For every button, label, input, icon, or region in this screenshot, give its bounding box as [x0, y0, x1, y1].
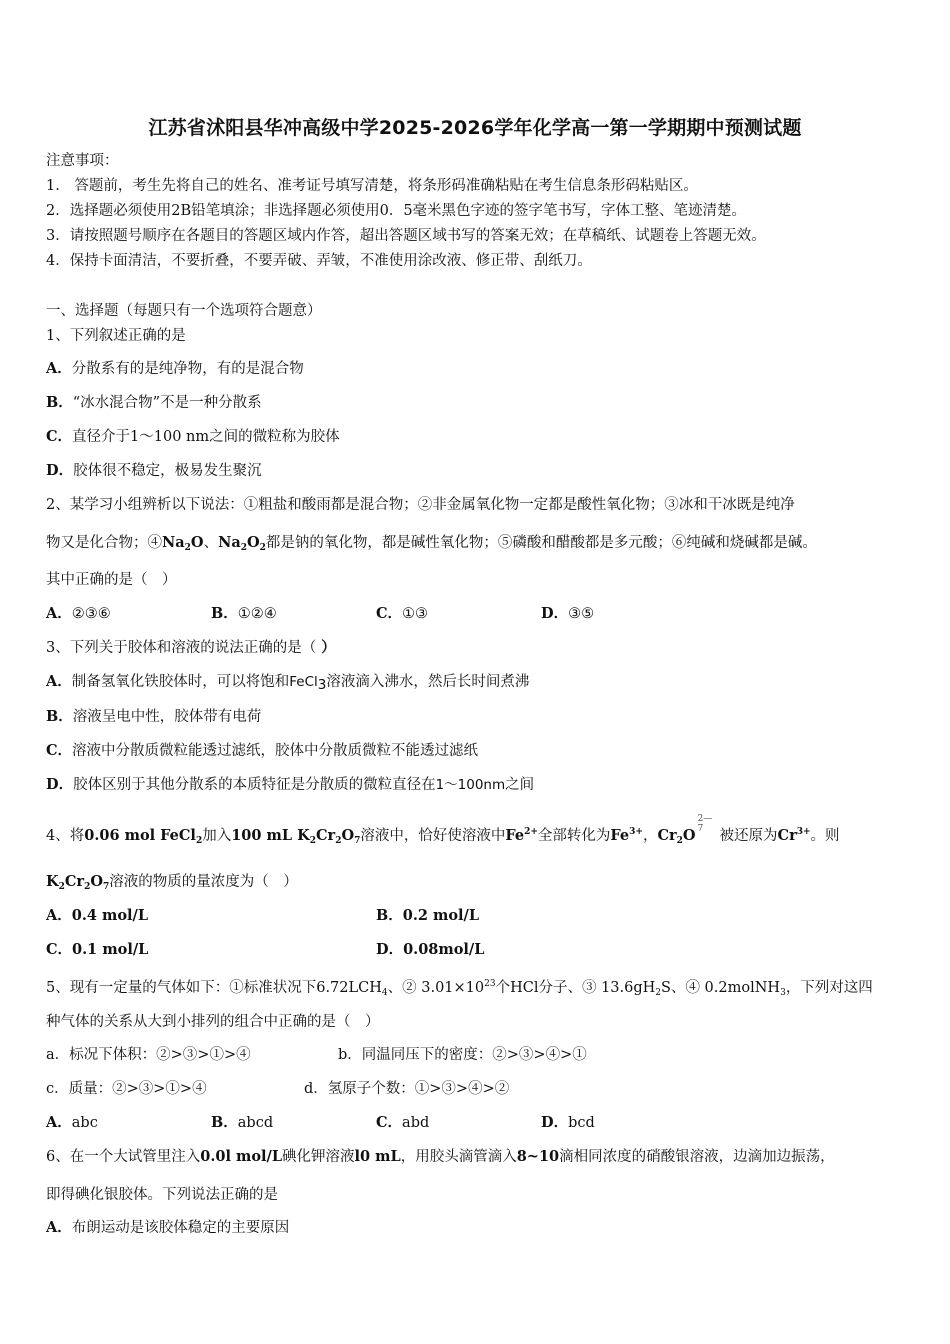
formula: O: [341, 827, 355, 844]
q2-option-c: [376, 604, 428, 624]
q5-option-a: [46, 1113, 98, 1133]
option-text: abc: [71, 1115, 98, 1131]
q3-option-a: [46, 672, 529, 695]
formula: O: [190, 534, 204, 551]
q6-text: 碘化钾溶液: [282, 1149, 355, 1165]
superscript: 3+: [796, 827, 811, 837]
charge-bottom: 7: [697, 824, 704, 834]
option-text: ②③⑥: [71, 606, 111, 622]
q5-statement-b: b．同温同压下的密度：②>③>④>①: [338, 1047, 587, 1063]
subscript: 3: [780, 988, 786, 998]
q5-statement-a: a．标况下体积：②>③>①>④: [46, 1047, 251, 1063]
q4-line-2: [46, 872, 298, 897]
option-label: B．: [46, 708, 73, 725]
q3-stem: [46, 638, 336, 658]
notice-item-3: 3．请按照题号顺序在各题目的答题区域内作答，超出答题区域书写的答案无效；在草稿纸、试题卷上答题无效。: [46, 228, 766, 244]
q6-text: 滴相同浓度的硝酸银溶液，边滴加边振荡，: [559, 1149, 835, 1165]
formula: 0.06 mol FeCl: [84, 827, 196, 844]
option-label: D．: [46, 462, 74, 479]
formula: O: [246, 534, 260, 551]
q4-text: 加入: [202, 828, 232, 844]
q4-text: 被还原为: [719, 828, 778, 844]
q6-text: ，用胶头滴管滴入: [400, 1149, 517, 1165]
option-text: 布朗运动是该胶体稳定的主要原因: [71, 1220, 290, 1236]
subscript: 7: [102, 882, 110, 892]
q3-text: ）: [316, 639, 336, 656]
q5-option-b: [211, 1113, 273, 1133]
option-label: A．: [46, 360, 72, 377]
q2-line-2: [46, 533, 817, 558]
option-text: 制备氢氧化铁胶体时，可以将饱和: [71, 674, 290, 690]
q2-line-1: 2、某学习小组辨析以下说法：①粗盐和酸雨都是混合物；②非金属氧化物一定都是酸性氧化物；③冰和干冰既是纯净: [46, 497, 795, 513]
subscript: 2: [58, 882, 65, 892]
superscript: 23: [484, 979, 496, 989]
option-text: 分散系有的是纯净物，有的是混合物: [71, 361, 304, 377]
ion-charge: [696, 814, 714, 842]
q5-line-2: 种气体的关系从大到小排列的组合中正确的是（ ）: [46, 1014, 380, 1030]
option-label: B．: [211, 1114, 238, 1131]
q5-text: 5、现有一定量的气体如下：①标准状况下6.72LCH: [46, 980, 382, 996]
q4-text: ，: [642, 828, 658, 844]
q5-statement-c: c．质量：②>③>①>④: [46, 1081, 207, 1097]
option-label: C．: [376, 1114, 403, 1131]
formula: Fe: [610, 827, 630, 844]
option-text: ①②④: [237, 606, 277, 622]
formula: Cr: [64, 873, 85, 890]
q3-option-b: [46, 707, 261, 727]
q6-line-2: 即得碘化银胶体。下列说法正确的是: [46, 1187, 278, 1203]
q5-text: ，下列对这四: [785, 980, 873, 996]
option-label: A．: [46, 1219, 72, 1236]
q1-option-a: [46, 359, 304, 379]
formula: O: [682, 827, 696, 844]
option-text: ①③: [402, 606, 429, 622]
q4-text: 溶液中，恰好使溶液中: [360, 828, 506, 844]
notice-item-4: 4．保持卡面清洁，不要折叠，不要弄破、弄皱，不准使用涂改液、修正带、刮纸刀。: [46, 253, 592, 269]
formula: Cr: [657, 827, 677, 844]
formula: Na: [218, 534, 241, 551]
notice-heading: 注意事项：: [46, 153, 119, 169]
formula: K: [46, 873, 59, 890]
option-text: abcd: [237, 1115, 274, 1131]
superscript: 2+: [524, 827, 538, 837]
option-label: A．: [46, 605, 72, 622]
option-text: abd: [402, 1115, 430, 1131]
option-text: “冰水混合物”不是一种分散系: [72, 395, 262, 411]
q4-option-a: [46, 906, 148, 926]
q3-text: 3、下列关于胶体和溶液的说法正确的是（: [46, 640, 317, 656]
subscript: 2: [676, 836, 683, 846]
option-text: 0.2 mol/L: [402, 907, 480, 924]
option-text: 0.4 mol/L: [71, 907, 149, 924]
q3-option-d: [46, 775, 534, 795]
option-text: 之间: [505, 777, 535, 793]
option-text: 胶体区别于其他分散系的本质特征是分散质的微粒直径在: [73, 777, 436, 793]
formula: 100 mL K: [231, 827, 310, 844]
subscript: 4: [381, 988, 388, 998]
subscript: 7: [354, 836, 361, 846]
q5-option-d: [541, 1113, 595, 1133]
charge-top: 2—: [697, 814, 713, 824]
option-text: ③⑤: [568, 606, 595, 622]
q5-text: 个HCl分子、③ 13.6gH: [495, 980, 656, 996]
q5-statement-d: d．氢原子个数：①>③>④>②: [304, 1081, 510, 1097]
q4-line-1: [46, 814, 840, 851]
subscript: 2: [240, 543, 247, 553]
option-label: B．: [211, 605, 238, 622]
q5-text: S、④ 0.2molNH: [661, 980, 781, 996]
formula: O: [90, 873, 103, 890]
option-label: D．: [376, 941, 404, 958]
q6-line-1: [46, 1147, 835, 1167]
q2-text: 都是钠的氧化物，都是碱性氧化物；⑤磷酸和醋酸都是多元酸；⑥纯碱和烧碱都是碱。: [265, 535, 817, 551]
q1-stem: 1、下列叙述正确的是: [46, 328, 186, 344]
section-heading: 一、选择题（每题只有一个选项符合题意）: [46, 303, 322, 319]
option-label: C．: [46, 742, 73, 759]
subscript: 2: [259, 543, 266, 553]
q4-text: 。则: [810, 828, 840, 844]
q2-text: 物又是化合物；④: [46, 535, 162, 551]
formula: Fe: [505, 827, 525, 844]
option-text: 胶体很不稳定，极易发生聚沉: [73, 463, 262, 479]
concentration: 0.0l mol/L: [200, 1148, 283, 1165]
volume: l0 mL: [354, 1148, 401, 1165]
subscript: 2: [655, 988, 662, 998]
q4-option-c: [46, 940, 148, 960]
subscript: 2: [309, 836, 316, 846]
option-label: B．: [376, 907, 403, 924]
option-text: 溶液呈电中性，胶体带有电荷: [72, 709, 262, 725]
size-range: 1～100nm: [435, 777, 506, 793]
formula: Cr: [777, 827, 797, 844]
notice-item-2: 2．选择题必须使用2B铅笔填涂；非选择题必须使用0．5毫米黑色字迹的签字笔书写，字体工整、笔迹清楚。: [46, 203, 747, 219]
q4-option-b: [376, 906, 479, 926]
option-label: A．: [46, 907, 72, 924]
q4-text: 4、将: [46, 828, 85, 844]
option-label: D．: [541, 605, 569, 622]
q6-option-a: [46, 1218, 289, 1238]
q4-option-d: [376, 940, 484, 960]
subscript: 2: [335, 836, 342, 846]
formula: Cr: [316, 827, 336, 844]
subscript: 2: [195, 836, 203, 846]
option-text: 溶液中分散质微粒能透过滤纸，胶体中分散质微粒不能透过滤纸: [72, 743, 479, 759]
exam-title: 江苏省沭阳县华冲高级中学2025-2026学年化学高一第一学期期中预测试题: [148, 117, 802, 139]
option-label: C．: [46, 428, 73, 445]
option-label: A．: [46, 673, 72, 690]
q2-text: 、: [203, 535, 219, 551]
q5-option-c: [376, 1113, 429, 1133]
option-text: 溶液滴入沸水，然后长时间煮沸: [326, 674, 530, 690]
option-text: 直径介于1～100 nm之间的微粒称为胶体: [72, 429, 340, 445]
option-label: C．: [376, 605, 403, 622]
q1-option-b: [46, 393, 262, 413]
subscript: 3: [317, 677, 327, 693]
q2-option-b: [211, 604, 277, 624]
notice-item-1: 1. 答题前，考生先将自己的姓名、准考证号填写清楚，将条形码准确粘贴在考生信息条形码粘贴区。: [46, 178, 698, 194]
q5-text: 、② 3.01×10: [387, 980, 485, 996]
q4-text: 溶液的物质的量浓度为（ ）: [109, 874, 298, 890]
formula: FeCl: [289, 674, 318, 690]
q1-option-c: [46, 427, 340, 447]
q2-option-a: [46, 604, 111, 624]
formula: Na: [162, 534, 185, 551]
drop-count: 8~10: [516, 1148, 560, 1165]
q5-line-1: [46, 974, 873, 1003]
q2-option-d: [541, 604, 594, 624]
subscript: 2: [84, 882, 91, 892]
q6-text: 6、在一个大试管里注入: [46, 1149, 201, 1165]
q3-option-c: [46, 741, 478, 761]
option-label: B．: [46, 394, 73, 411]
q4-text: 全部转化为: [537, 828, 611, 844]
option-text: bcd: [568, 1115, 595, 1131]
q1-option-d: [46, 461, 262, 481]
option-label: C．: [46, 941, 73, 958]
superscript: 3+: [629, 827, 643, 837]
option-label: D．: [541, 1114, 569, 1131]
option-text: 0.1 mol/L: [72, 941, 149, 958]
option-label: D．: [46, 776, 74, 793]
q2-line-3: 其中正确的是（ ）: [46, 572, 177, 588]
subscript: 2: [184, 543, 191, 553]
option-label: A．: [46, 1114, 72, 1131]
option-text: 0.08mol/L: [403, 941, 485, 958]
